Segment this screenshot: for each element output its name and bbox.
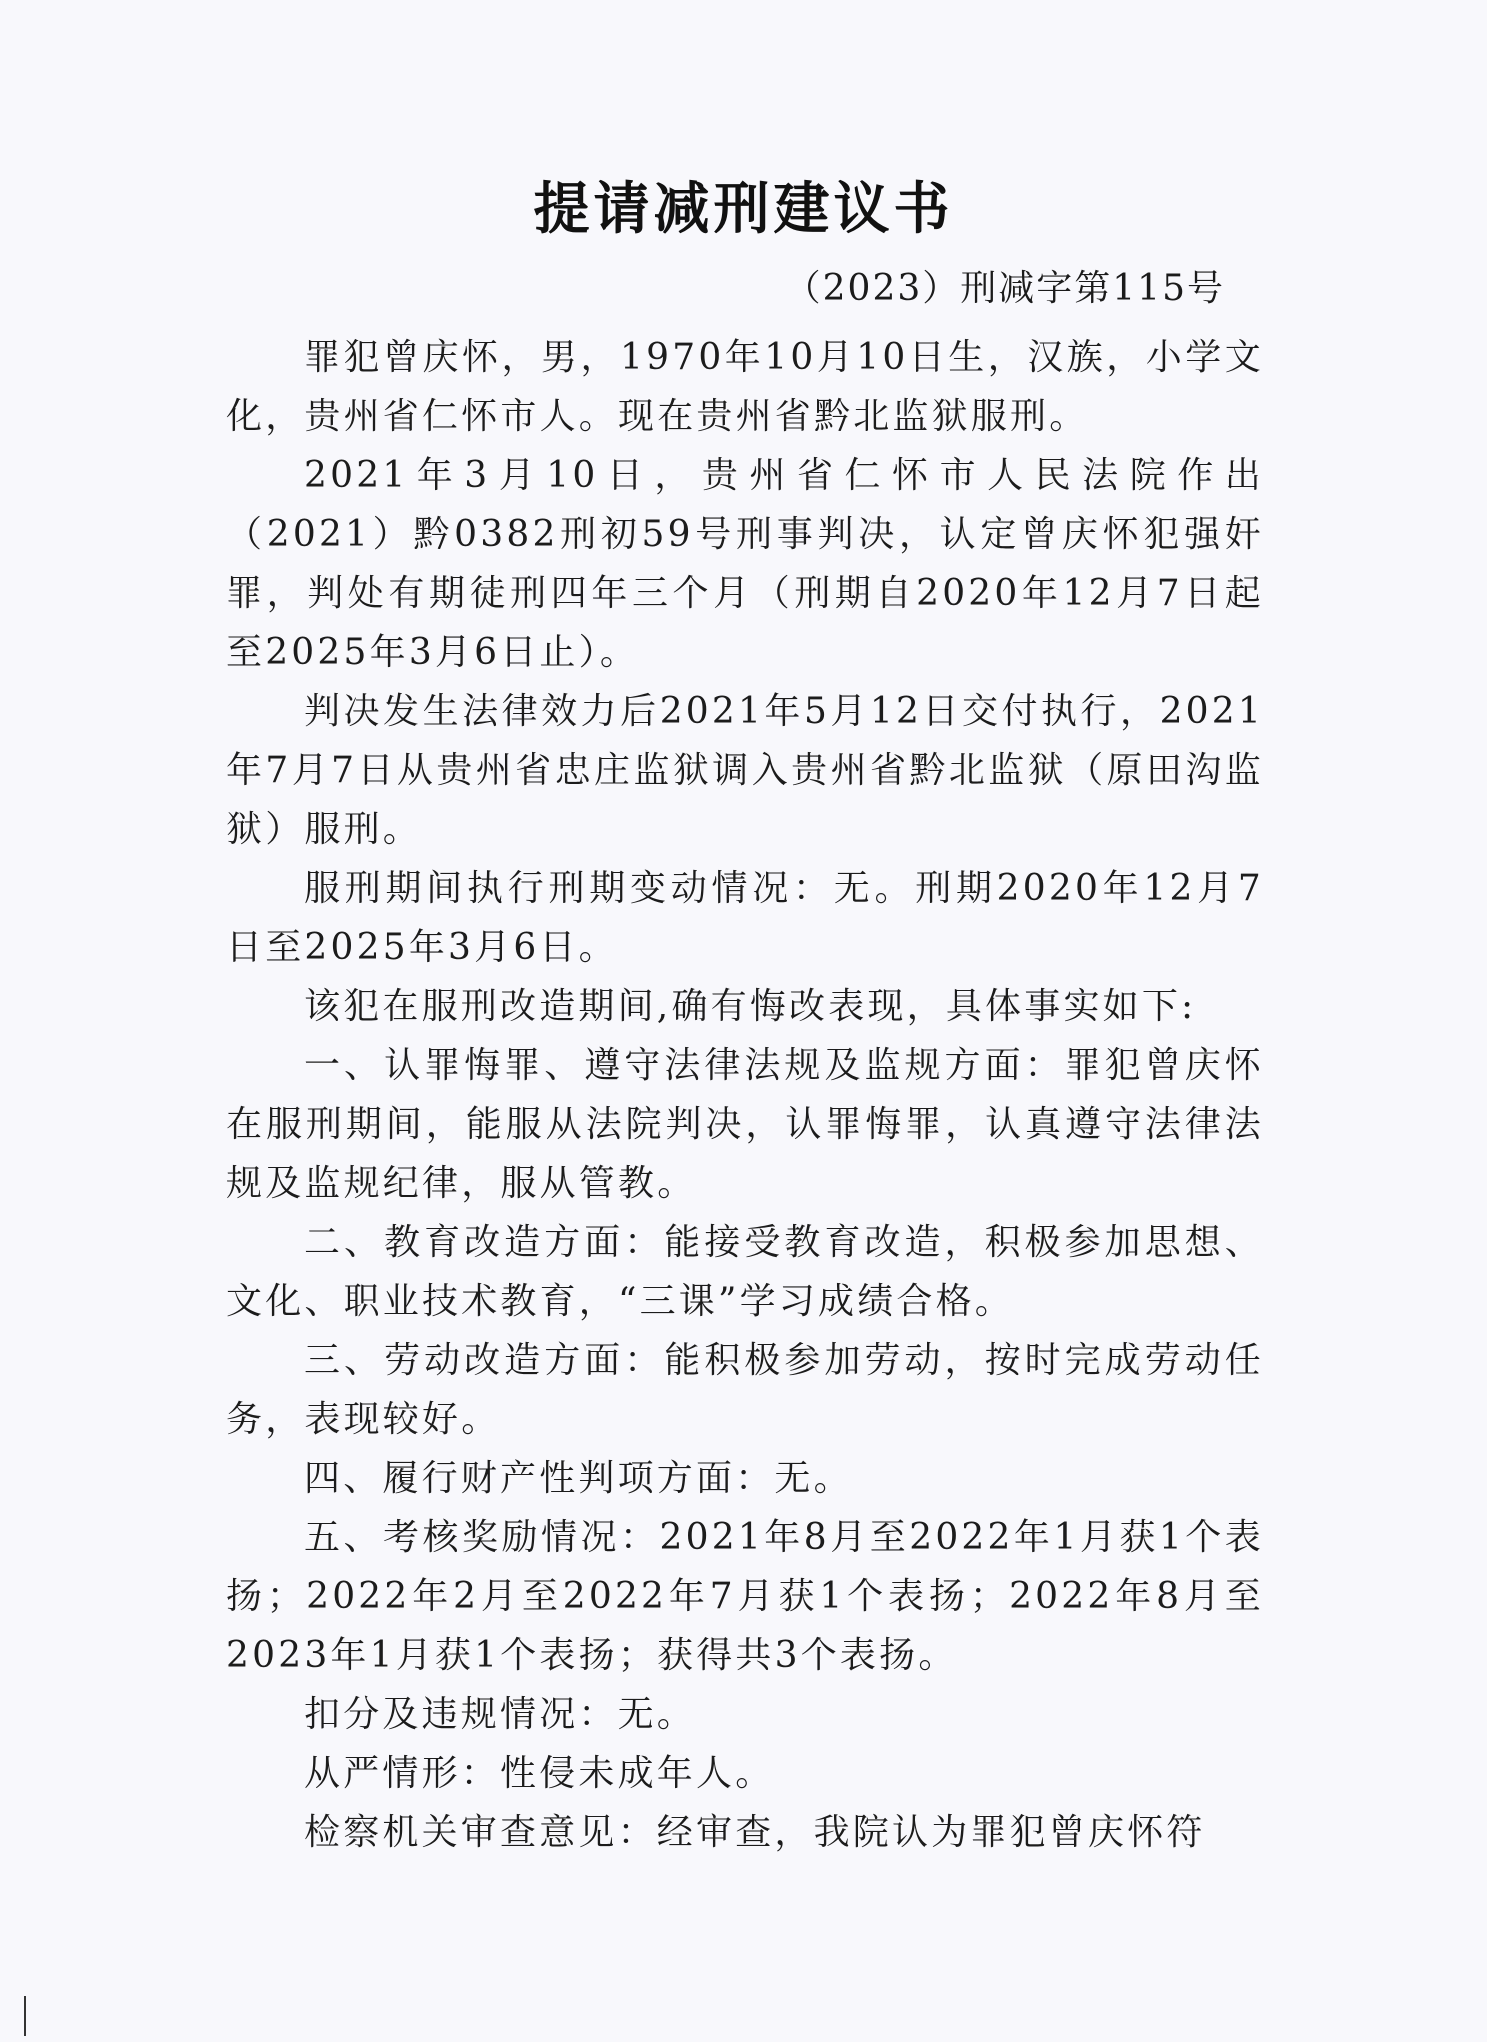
paragraph: 检察机关审查意见：经审查，我院认为罪犯曾庆怀符 — [304, 1812, 1206, 1853]
paragraph: 一、认罪悔罪、遵守法律法规及监规方面：罪犯曾庆怀在服刑期间，能服从法院判决，认罪悔罪，认真遵守法律法规及监规纪律，服从管教。 — [226, 1045, 1264, 1204]
paragraph: 二、教育改造方面：能接受教育改造，积极参加思想、文化、职业技术教育，“三课”学习成绩合格。 — [226, 1222, 1264, 1322]
paragraph: 判决发生法律效力后2021年5月12日交付执行，2021年7月7日从贵州省忠庄监狱调入贵州省黔北监狱（原田沟监狱）服刑。 — [226, 691, 1264, 850]
paragraph: 罪犯曾庆怀，男，1970年10月10日生，汉族，小学文化，贵州省仁怀市人。现在贵州省黔北监狱服刑。 — [226, 337, 1264, 437]
document-body — [226, 328, 1264, 1862]
paragraph: 服刑期间执行刑期变动情况：无。刑期2020年12月7日至2025年3月6日。 — [226, 868, 1264, 968]
paragraph: 三、劳动改造方面：能积极参加劳动，按时完成劳动任务，表现较好。 — [226, 1340, 1264, 1440]
scan-margin-mark — [24, 1996, 26, 2036]
paragraph: 该犯在服刑改造期间,确有悔改表现，具体事实如下: — [304, 986, 1197, 1027]
paragraph: 四、履行财产性判项方面：无。 — [304, 1458, 853, 1499]
document-title: 提请减刑建议书 — [533, 176, 954, 242]
paragraph: 五、考核奖励情况：2021年8月至2022年1月获1个表扬；2022年2月至2022年7月获1个表扬；2022年8月至2023年1月获1个表扬；获得共3个表扬。 — [226, 1517, 1264, 1676]
paragraph: 从严情形：性侵未成年人。 — [304, 1753, 775, 1794]
paragraph: 2021年3月10日，贵州省仁怀市人民法院作出（2021）黔0382刑初59号刑事判决，认定曾庆怀犯强奸罪，判处有期徒刑四年三个月（刑期自2020年12月7日起至2025年3月6日止）。 — [226, 455, 1264, 673]
paragraph: 扣分及违规情况：无。 — [304, 1694, 697, 1735]
document-number: （2023）刑减字第115号 — [784, 268, 1225, 309]
